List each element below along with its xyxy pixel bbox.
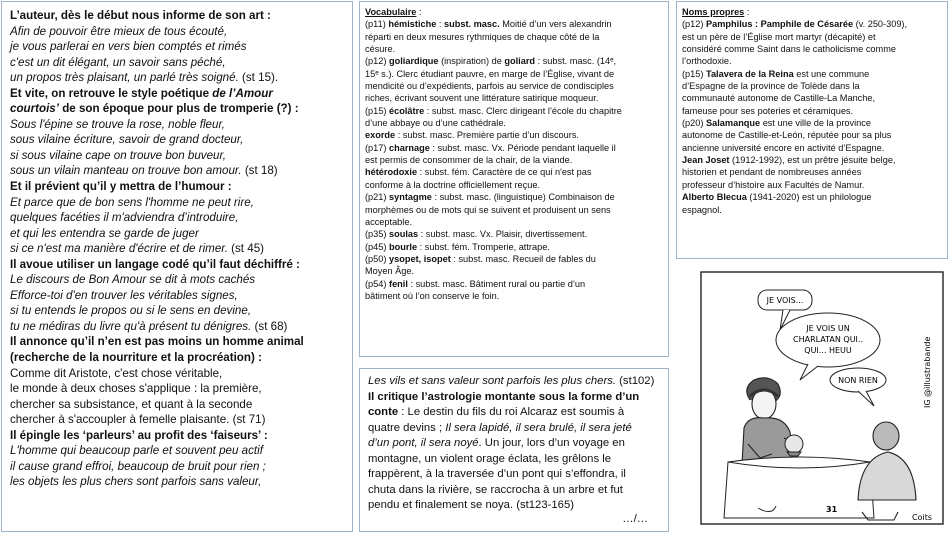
definition-text: acceptable. — [365, 216, 412, 227]
defined-term: Talavera de la Reina — [706, 68, 794, 79]
definition-text: : subst. masc. Clerc dirigeant l’école du chapitre — [424, 105, 622, 116]
definition-line — [365, 241, 664, 253]
definition-line — [365, 18, 664, 30]
text-line — [368, 467, 664, 483]
text-line — [368, 390, 664, 406]
text-segment: (st102) — [616, 375, 655, 387]
text-line — [368, 405, 664, 421]
definition-text: 15ᵉ s.). Clerc étudiant pauvre, en marge de l’Église, vivant de — [365, 68, 615, 79]
astrology-panel — [359, 368, 669, 532]
comic-page-number: 31 — [826, 505, 838, 514]
definition-text: : subst. masc. Première partie d’un discours. — [395, 130, 579, 141]
text-segment: . Un jour, lors d’un voyage en — [478, 437, 625, 449]
bubble-1-text: JE VOIS... — [766, 296, 804, 305]
definition-line — [682, 55, 943, 67]
definition-text: historien et pendant de nombreuses années — [682, 167, 862, 178]
definition-text: (p12) — [365, 56, 390, 67]
definition-text: (inspiration) de — [438, 56, 505, 67]
defined-term: subst. masc. — [444, 19, 500, 30]
text-line — [10, 257, 348, 273]
text-segment: chercher à s'accoupler à femelle plaisante. (st 71) — [10, 413, 266, 427]
bubble-2-line-2: CHARLATAN QUI.. — [793, 335, 863, 344]
text-segment: tu ne médiras du livre qu'à présent tu dénigres. — [10, 319, 252, 333]
stanza-reference: de son époque pour plus de tromperie (?) : — [58, 102, 299, 116]
text-segment: si sous vilaine cape on trouve bon buveur, — [10, 148, 226, 162]
proper-names-panel — [676, 1, 948, 259]
defined-term: écolâtre — [389, 105, 425, 116]
text-line — [10, 428, 348, 444]
definition-text: est une ville de la province — [760, 118, 871, 129]
definition-line — [365, 179, 664, 191]
round-table — [724, 457, 874, 518]
text-line — [10, 163, 348, 179]
definition-line — [682, 43, 943, 55]
definition-text: (p50) — [365, 253, 390, 264]
text-line — [10, 288, 348, 304]
defined-term: Pamphilus : Pamphile de Césarée — [706, 19, 854, 30]
definition-line — [682, 166, 943, 178]
text-line — [10, 334, 348, 350]
definition-line — [682, 154, 943, 166]
definition-text: (p21) — [365, 192, 390, 203]
definition-line — [365, 92, 664, 104]
definition-line — [682, 204, 943, 216]
text-line — [10, 55, 348, 71]
text-line — [10, 241, 348, 257]
definition-line — [682, 129, 943, 141]
text-line — [368, 483, 664, 499]
definition-line — [682, 92, 943, 104]
definition-text: espagnol. — [682, 204, 722, 215]
text-line — [10, 179, 348, 195]
text-segment: c'est un dit élégant, un savoir sans péché, — [10, 55, 226, 69]
definition-line — [365, 68, 664, 80]
definition-text: est permis de consommer de la chair, de la viande. — [365, 155, 573, 166]
definition-text: Moyen Âge. — [365, 266, 415, 277]
text-line — [10, 350, 348, 366]
text-segment: Il avoue utiliser un langage codé qu’il faut déchiffré : — [10, 257, 300, 271]
text-segment: quelques facéties il m'adviendra d’introduire, — [10, 211, 239, 225]
bubble-3-text: NON RIEN — [838, 376, 878, 385]
text-segment: Comme dit Aristote, c'est chose véritable, — [10, 366, 223, 380]
definition-line — [365, 55, 664, 67]
definition-text: conforme à la doctrine officiellement reçue. — [365, 179, 540, 190]
definition-text: (v. 250-309), — [853, 19, 908, 30]
text-line — [368, 436, 664, 452]
definition-text: (p20) — [682, 118, 707, 129]
text-segment: Efforce-toi d'en trouver les véritables signes, — [10, 288, 238, 302]
text-line — [10, 381, 348, 397]
text-segment: il cause grand effroi, beaucoup de bruit pour rien ; — [10, 459, 266, 473]
text-segment: L'homme qui beaucoup parle et souvent peu actif — [10, 444, 263, 458]
definition-text: autonome de Castille-et-León, réputée pour sa plus — [682, 130, 892, 141]
definition-text: d’Espagne de la province de Tolède dans la — [682, 81, 860, 92]
defined-term: soulas — [389, 229, 419, 240]
text-segment: Le discours de Bon Amour se dit à mots cachés — [10, 273, 256, 287]
defined-term: Alberto Blecua — [682, 192, 747, 203]
stanza-reference: (st 18) — [241, 164, 278, 178]
text-segment: le monde à deux choses s'applique : la première, — [10, 382, 262, 396]
definition-text: : subst. fém. Caractère de ce qui n'est pas — [417, 167, 592, 178]
defined-term: hétérodoxie — [365, 167, 418, 178]
definition-text: (p54) — [365, 278, 390, 289]
vocabulary-title: Vocabulaire — [365, 7, 417, 17]
definition-line — [682, 80, 943, 92]
text-segment: Sous l'épine se trouve la rose, noble fleur, — [10, 117, 225, 131]
text-segment: montagne, un violent orage éclata, les grêlons le — [368, 452, 612, 465]
definition-text: césure. — [365, 44, 396, 55]
definition-text: est une commune — [793, 68, 870, 79]
definition-line — [682, 18, 943, 30]
text-segment: Et vite, on retrouve le style poétique — [10, 86, 213, 100]
text-segment: si tu entends le propos ou si le sens en devine, — [10, 304, 252, 318]
defined-term: Salamanque — [706, 118, 761, 129]
definition-line — [365, 31, 664, 43]
stanza-reference: (st 45) — [227, 242, 264, 256]
definition-text: : subst. masc. (linguistique) Combinaison de — [431, 192, 615, 203]
stanza-reference: (st 68) — [251, 319, 288, 333]
text-segment: les objets les plus chers sont parfois sans valeur, — [10, 475, 262, 489]
definition-text: : subst. masc. Vx. Plaisir, divertissement. — [418, 229, 588, 240]
text-segment: Il critique l’astrologie montante sous la forme d’un — [368, 390, 640, 403]
definition-text: considéré comme Saint dans le catholicisme comme — [682, 44, 896, 55]
crystal-ball-stand — [787, 452, 801, 456]
definition-text: réparti en deux mesures rythmiques de chaque côté de la — [365, 31, 600, 42]
defined-term: charnage — [389, 142, 430, 153]
text-line — [10, 86, 348, 102]
definition-line — [682, 68, 943, 80]
text-line — [10, 132, 348, 148]
text-segment: courtois’ — [10, 102, 59, 116]
definition-text: bâtiment où l’on conserve le foin. — [365, 290, 500, 301]
definition-text: (1941-2020) est un philologue — [746, 192, 872, 203]
text-line — [10, 226, 348, 242]
definition-text: (p12) — [682, 19, 707, 30]
definition-line — [365, 204, 664, 216]
left-text-panel — [1, 1, 353, 532]
continued-marker: …/… — [622, 512, 648, 525]
bubble-2-line-1: JE VOIS UN — [806, 324, 850, 333]
text-line — [10, 366, 348, 382]
text-line — [10, 39, 348, 55]
text-segment: et qui les entendra se garde de juger — [10, 226, 199, 240]
bubble-2-line-3: QUI... HEUU — [804, 346, 852, 355]
text-line — [10, 443, 348, 459]
definition-line — [365, 191, 664, 203]
definition-line — [365, 129, 664, 141]
text-segment: Et parce que de bon sens l'homme ne peut rire, — [10, 195, 254, 209]
text-line — [10, 8, 348, 24]
definition-text: communauté autonome de Castille-La Manche, — [682, 93, 876, 104]
definition-line — [365, 290, 664, 302]
text-segment: : Le destin du fils du roi Alcaraz est soumis à — [398, 406, 625, 418]
text-line — [10, 459, 348, 475]
definition-text: riches, écrivant souvent une littérature satirique moqueur. — [365, 93, 599, 104]
text-segment: Les vils et sans valeur sont parfois les plus chers. — [368, 375, 617, 387]
text-line — [10, 412, 348, 428]
text-segment: de l’Amour — [212, 86, 273, 100]
text-segment: chuta dans la rivière, se raccrocha à un arbre et fut — [368, 483, 623, 496]
definition-line — [365, 43, 664, 55]
definition-text: : — [436, 19, 444, 30]
text-segment: L’auteur, dès le début nous informe de son art : — [10, 9, 271, 22]
defined-term: goliard — [504, 56, 536, 67]
text-line — [10, 101, 348, 117]
definition-line — [365, 228, 664, 240]
text-segment: d’un pont, il sera noyé — [368, 437, 479, 449]
defined-term: hémistiche — [388, 19, 437, 30]
definition-text: (p17) — [365, 142, 390, 153]
text-segment: Afin de pouvoir être mieux de tous écouté, — [10, 24, 228, 38]
definition-line — [365, 80, 664, 92]
text-segment: sous un vilain manteau on trouve bon amour. — [10, 164, 242, 178]
text-line — [10, 272, 348, 288]
text-line — [368, 421, 664, 437]
crystal-ball — [785, 435, 803, 453]
defined-term: syntagme — [389, 192, 432, 203]
definition-text: (p45) — [365, 241, 390, 252]
definition-line — [682, 105, 943, 117]
text-line — [10, 70, 348, 86]
definition-line — [682, 179, 943, 191]
astrology-text — [368, 374, 664, 514]
comic-illustration — [698, 268, 946, 528]
text-segment: si ce n'est ma manière d'écrire et de rimer. — [10, 242, 228, 256]
definition-text: Moitié d’un vers alexandrin — [499, 19, 612, 30]
comic-drawing — [698, 268, 946, 528]
definition-text: professeur d’histoire aux Facultés de Namur. — [682, 179, 865, 190]
text-line — [10, 474, 348, 490]
text-segment: je vous parlerai en vers bien comptés et rimés — [10, 40, 247, 54]
text-line — [10, 397, 348, 413]
definition-line — [365, 142, 664, 154]
definition-text: (p15) — [365, 105, 390, 116]
defined-term: ysopet, isopet — [389, 253, 451, 264]
text-segment: Il épingle les ‘parleurs’ au profit des ‘faiseurs’ : — [10, 428, 268, 442]
definition-line — [365, 154, 664, 166]
definition-line — [365, 216, 664, 228]
definition-line — [365, 265, 664, 277]
definition-text: (p35) — [365, 229, 390, 240]
text-line — [10, 148, 348, 164]
definition-line — [365, 105, 664, 117]
text-segment: conte — [368, 406, 399, 418]
definition-text: : subst. masc. (14ᵉ, — [535, 56, 617, 67]
definition-line — [365, 278, 664, 290]
defined-term: exorde — [365, 130, 396, 141]
text-line — [10, 210, 348, 226]
text-segment: Et il prévient qu’il y mettra de l’humour : — [10, 180, 232, 194]
definition-text: (p11) — [365, 19, 389, 30]
defined-term: bourle — [389, 241, 418, 252]
proper-names-list — [682, 18, 943, 216]
proper-names-title: Noms propres — [682, 7, 745, 17]
definition-text: d’une abbaye ou d’une cathédrale. — [365, 118, 506, 129]
definition-line — [682, 191, 943, 203]
text-segment: sous vilaine écriture, savoir de grand docteur, — [10, 133, 244, 147]
text-segment: chercher sa subsistance, et quant à la seconde — [10, 397, 253, 411]
text-line — [368, 498, 664, 514]
definition-line — [365, 166, 664, 178]
definition-text: morphèmes ou de mots qui se suivent et produisent un sens — [365, 204, 611, 215]
text-line — [10, 24, 348, 40]
definition-text: : subst. fém. Tromperie, attrape. — [417, 241, 550, 252]
text-segment: quatre devins ; — [368, 421, 446, 434]
definition-text: fameuse pour ses poteries et céramiques. — [682, 105, 854, 116]
definition-text: mendicité ou d’expédients, parfois au service de condisciples — [365, 81, 614, 92]
text-line — [10, 195, 348, 211]
definition-text: ancienne université encore en activité d’Espagne. — [682, 142, 885, 153]
definition-text: l’orthodoxie. — [682, 56, 732, 67]
vocabulary-panel — [359, 1, 669, 357]
definition-text: : subst. masc. Recueil de fables du — [450, 253, 596, 264]
definition-text: (1912-1992), est un prêtre jésuite belge, — [729, 155, 896, 166]
text-line — [10, 117, 348, 133]
text-line — [368, 374, 664, 390]
definition-line — [365, 253, 664, 265]
text-line — [10, 319, 348, 335]
text-segment: un propos très plaisant, un parlé très soigné. — [10, 71, 239, 85]
proper-names-title-line: Noms propres : — [682, 7, 750, 17]
comic-signature: Coits — [912, 513, 933, 522]
text-segment: frappèrent, à la traversée d’un pont qui s’effondra, il — [368, 468, 626, 480]
defined-term: goliardique — [389, 56, 439, 67]
illustrator-credit: IG @illustrabande — [923, 336, 932, 408]
definition-text: (p15) — [682, 68, 707, 79]
definition-text: : subst. masc. Bâtiment rural ou partie d’un — [407, 278, 586, 289]
text-line — [368, 452, 664, 468]
defined-term: fenil — [389, 278, 408, 289]
definition-text: : subst. masc. Vx. Période pendant laquelle il — [429, 142, 616, 153]
vocabulary-list — [365, 18, 664, 302]
definition-line — [682, 31, 943, 43]
text-segment: Il annonce qu’il n’en est pas moins un homme animal — [10, 335, 304, 349]
definition-line — [682, 117, 943, 129]
vocabulary-title-line: Vocabulaire : — [365, 7, 422, 17]
text-line — [10, 303, 348, 319]
definition-text: est un père de l’Église mort martyr (décapité) et — [682, 31, 876, 42]
text-segment: pendu et finalement se noya. (st123-165) — [368, 499, 574, 511]
defined-term: Jean Joset — [682, 155, 730, 166]
definition-line — [682, 142, 943, 154]
definition-line — [365, 117, 664, 129]
stanza-reference: (st 15). — [238, 71, 279, 85]
text-segment: Il sera lapidé, il sera brulé, il sera jeté — [445, 421, 632, 434]
text-segment: (recherche de la nourriture et la procréation) : — [10, 351, 262, 365]
